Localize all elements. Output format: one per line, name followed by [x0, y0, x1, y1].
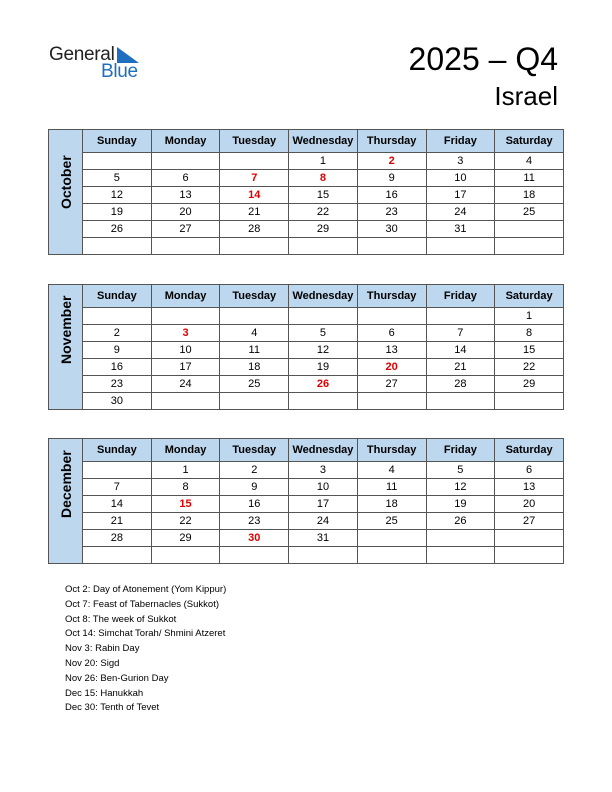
week-row: [49, 170, 564, 187]
week-row: [49, 221, 564, 238]
holiday-note: Dec 30: Tenth of Tevet: [65, 702, 160, 714]
day-cell: 27: [151, 221, 220, 238]
holiday-note: Oct 7: Feast of Tabernacles (Sukkot): [65, 598, 220, 610]
day-cell: 18: [220, 359, 289, 376]
day-cell: 15: [151, 496, 220, 513]
day-cell: 8: [495, 325, 564, 342]
day-cell: 18: [357, 496, 426, 513]
day-cell: 4: [357, 462, 426, 479]
week-row: [49, 393, 564, 410]
month-name: October: [58, 155, 74, 209]
weekday-header: Monday: [151, 130, 220, 153]
week-row: [49, 513, 564, 530]
month-name: November: [58, 295, 74, 364]
day-cell: 30: [220, 530, 289, 547]
day-cell: [151, 238, 220, 255]
weekday-header: Wednesday: [289, 439, 358, 462]
month-name-cell: [49, 439, 83, 564]
weekday-header: Monday: [151, 439, 220, 462]
weekday-header: Saturday: [495, 439, 564, 462]
day-cell: 10: [151, 342, 220, 359]
day-cell: [495, 530, 564, 547]
day-cell: 4: [220, 325, 289, 342]
holiday-note: Nov 20: Sigd: [65, 657, 120, 669]
day-cell: 11: [357, 479, 426, 496]
day-cell: 13: [495, 479, 564, 496]
country-title: Israel: [494, 81, 558, 111]
calendar-table: [48, 129, 564, 255]
weekday-header: Thursday: [357, 439, 426, 462]
day-cell: 7: [83, 479, 152, 496]
week-row: [49, 342, 564, 359]
week-row: [49, 153, 564, 170]
weekday-header: Wednesday: [289, 285, 358, 308]
week-row: [49, 547, 564, 564]
day-cell: 12: [289, 342, 358, 359]
day-cell: 30: [83, 393, 152, 410]
day-cell: 2: [357, 153, 426, 170]
day-cell: 19: [289, 359, 358, 376]
weekday-header: Tuesday: [220, 130, 289, 153]
week-row: [49, 530, 564, 547]
holiday-note: Nov 3: Rabin Day: [65, 643, 140, 655]
day-cell: 6: [151, 170, 220, 187]
day-cell: 5: [426, 462, 495, 479]
day-cell: 29: [151, 530, 220, 547]
week-row: [49, 204, 564, 221]
day-cell: 22: [151, 513, 220, 530]
weekday-header: Sunday: [83, 439, 152, 462]
holiday-note: Oct 2: Day of Atonement (Yom Kippur): [65, 584, 227, 595]
day-cell: [289, 547, 358, 564]
day-cell: 21: [220, 204, 289, 221]
month-october: [48, 129, 564, 255]
day-cell: 26: [289, 376, 358, 393]
day-cell: 17: [289, 496, 358, 513]
day-cell: 10: [289, 479, 358, 496]
calendar-table: [48, 284, 564, 410]
day-cell: 23: [220, 513, 289, 530]
day-cell: 25: [495, 204, 564, 221]
holiday-notes: [65, 583, 226, 716]
day-cell: 10: [426, 170, 495, 187]
day-cell: [83, 153, 152, 170]
day-cell: [426, 530, 495, 547]
day-cell: [220, 393, 289, 410]
day-cell: 24: [151, 376, 220, 393]
day-cell: 24: [289, 513, 358, 530]
day-cell: [426, 547, 495, 564]
day-cell: 28: [83, 530, 152, 547]
weekday-header: Friday: [426, 285, 495, 308]
day-cell: 14: [220, 187, 289, 204]
day-cell: [83, 308, 152, 325]
day-cell: 20: [495, 496, 564, 513]
day-cell: 11: [495, 170, 564, 187]
day-cell: 6: [357, 325, 426, 342]
holiday-note: Oct 14: Simchat Torah/ Shmini Atzeret: [65, 628, 226, 640]
day-cell: 12: [83, 187, 152, 204]
day-cell: 16: [357, 187, 426, 204]
day-cell: 2: [220, 462, 289, 479]
weekday-header: Sunday: [83, 285, 152, 308]
day-cell: 25: [357, 513, 426, 530]
week-row: [49, 308, 564, 325]
day-cell: [220, 308, 289, 325]
day-cell: 29: [495, 376, 564, 393]
day-cell: [151, 547, 220, 564]
day-cell: 13: [151, 187, 220, 204]
month-name-cell: [49, 285, 83, 410]
weekday-header: Monday: [151, 285, 220, 308]
week-row: [49, 376, 564, 393]
day-cell: [220, 238, 289, 255]
logo-general-text: General: [49, 44, 115, 65]
day-cell: 3: [151, 325, 220, 342]
holiday-note: Oct 8: The week of Sukkot: [65, 613, 177, 625]
day-cell: [151, 308, 220, 325]
day-cell: 9: [83, 342, 152, 359]
day-cell: 31: [426, 221, 495, 238]
day-cell: 23: [83, 376, 152, 393]
day-cell: 19: [83, 204, 152, 221]
day-cell: 1: [289, 153, 358, 170]
day-cell: 2: [83, 325, 152, 342]
day-cell: 9: [357, 170, 426, 187]
day-cell: 11: [220, 342, 289, 359]
month-november: [48, 284, 564, 410]
day-cell: 12: [426, 479, 495, 496]
day-cell: 31: [289, 530, 358, 547]
week-row: [49, 462, 564, 479]
day-cell: 25: [220, 376, 289, 393]
day-cell: 27: [495, 513, 564, 530]
day-cell: 21: [83, 513, 152, 530]
day-cell: [220, 153, 289, 170]
day-cell: [83, 238, 152, 255]
week-row: [49, 325, 564, 342]
day-cell: 28: [220, 221, 289, 238]
day-cell: [426, 308, 495, 325]
day-cell: 19: [426, 496, 495, 513]
calendar-table: [48, 438, 564, 564]
weekday-header: Friday: [426, 439, 495, 462]
day-cell: 7: [220, 170, 289, 187]
day-cell: 23: [357, 204, 426, 221]
week-row: [49, 187, 564, 204]
day-cell: 22: [289, 204, 358, 221]
week-row: [49, 359, 564, 376]
day-cell: 5: [289, 325, 358, 342]
day-cell: [495, 393, 564, 410]
day-cell: [357, 530, 426, 547]
day-cell: [426, 238, 495, 255]
day-cell: [289, 238, 358, 255]
day-cell: [426, 393, 495, 410]
day-cell: 26: [83, 221, 152, 238]
day-cell: 14: [426, 342, 495, 359]
day-cell: 27: [357, 376, 426, 393]
day-cell: 16: [220, 496, 289, 513]
weekday-header: Thursday: [357, 285, 426, 308]
week-row: [49, 496, 564, 513]
weekday-header: Tuesday: [220, 439, 289, 462]
day-cell: [495, 547, 564, 564]
weekday-header: Sunday: [83, 130, 152, 153]
day-cell: 28: [426, 376, 495, 393]
month-name: December: [58, 450, 74, 518]
holiday-note: Dec 15: Hanukkah: [65, 687, 144, 699]
day-cell: 20: [151, 204, 220, 221]
holiday-note: Nov 26: Ben-Gurion Day: [65, 672, 169, 684]
day-cell: 17: [151, 359, 220, 376]
day-cell: [357, 308, 426, 325]
day-cell: [289, 393, 358, 410]
day-cell: [151, 393, 220, 410]
day-cell: 24: [426, 204, 495, 221]
weekday-header: Tuesday: [220, 285, 289, 308]
day-cell: [289, 308, 358, 325]
day-cell: [83, 462, 152, 479]
day-cell: [357, 547, 426, 564]
day-cell: 16: [83, 359, 152, 376]
day-cell: 1: [151, 462, 220, 479]
month-name-cell: [49, 130, 83, 255]
day-cell: [357, 238, 426, 255]
logo-blue-text: Blue: [101, 61, 138, 82]
day-cell: 15: [495, 342, 564, 359]
weekday-header: Thursday: [357, 130, 426, 153]
day-cell: 26: [426, 513, 495, 530]
day-cell: 13: [357, 342, 426, 359]
day-cell: [357, 393, 426, 410]
day-cell: 9: [220, 479, 289, 496]
day-cell: 8: [289, 170, 358, 187]
weekday-header: Saturday: [495, 130, 564, 153]
day-cell: 6: [495, 462, 564, 479]
day-cell: [495, 238, 564, 255]
day-cell: [83, 547, 152, 564]
day-cell: 17: [426, 187, 495, 204]
day-cell: 20: [357, 359, 426, 376]
day-cell: 8: [151, 479, 220, 496]
day-cell: 18: [495, 187, 564, 204]
day-cell: [220, 547, 289, 564]
day-cell: 14: [83, 496, 152, 513]
day-cell: 4: [495, 153, 564, 170]
day-cell: 15: [289, 187, 358, 204]
day-cell: 1: [495, 308, 564, 325]
page-title: 2025 – Q4: [408, 41, 558, 77]
day-cell: 7: [426, 325, 495, 342]
day-cell: 30: [357, 221, 426, 238]
day-cell: [151, 153, 220, 170]
day-cell: 3: [289, 462, 358, 479]
day-cell: 21: [426, 359, 495, 376]
logo: [49, 44, 159, 84]
day-cell: [495, 221, 564, 238]
week-row: [49, 238, 564, 255]
weekday-header: Friday: [426, 130, 495, 153]
weekday-header: Saturday: [495, 285, 564, 308]
weekday-header: Wednesday: [289, 130, 358, 153]
week-row: [49, 479, 564, 496]
month-december: [48, 438, 564, 564]
day-cell: 22: [495, 359, 564, 376]
day-cell: 3: [426, 153, 495, 170]
day-cell: 5: [83, 170, 152, 187]
day-cell: 29: [289, 221, 358, 238]
